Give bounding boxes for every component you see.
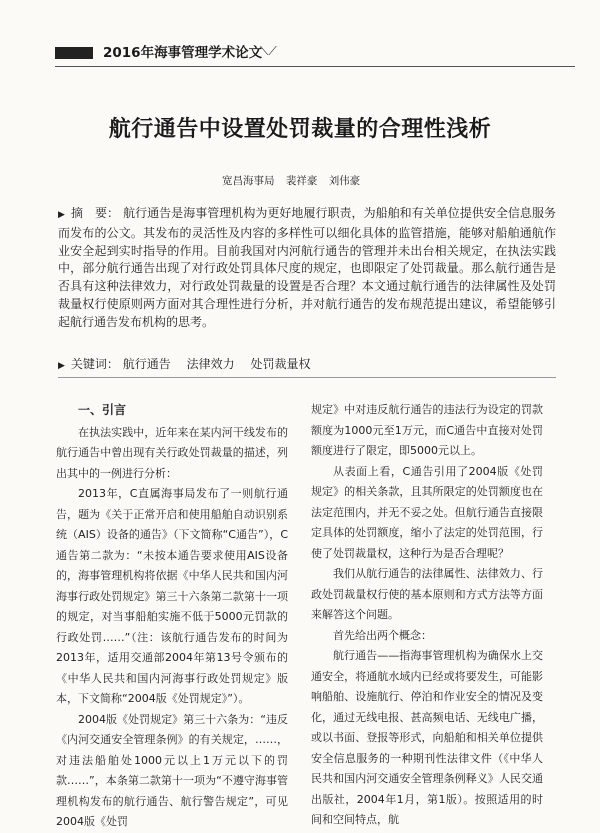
author-name: 刘伟豪 <box>328 175 361 187</box>
paragraph: 2004版《处罚规定》第三十六条为：“违反《内河交通安全管理条例》的有关规定，……，对违法船舶处1000元以上1万元以下的罚款……”，本条第二款第十一项为“不遵守海事管理机构发布的航行通告、航行警告规定”，可见2004版《处罚 <box>56 712 288 828</box>
author-affiliation: 宽昌海事局 <box>222 175 275 187</box>
paragraph: 在执法实践中，近年来在某内河干线发布的航行通告中曾出现有关行政处罚裁量的描述，列出其中的一例进行分析： <box>56 425 288 480</box>
header-rule <box>55 66 575 67</box>
paragraph: 规定》中对违反航行通告的违法行为设定的罚款额度为1000元至1万元，而C通告中直接对处罚额度进行了限定，即5000元以上。 <box>311 403 543 457</box>
abstract-divider <box>58 377 556 378</box>
journal-title: 2016年海事管理学术论文 <box>103 45 263 61</box>
keywords-label: 关键词： <box>70 357 119 371</box>
abstract <box>58 205 556 332</box>
paragraph: 从表面上看，C通告引用了2004版《处罚规定》的相关条款，且其所限定的处罚额度也在法定范围内，并无不妥之处。但航行通告直接限定具体的处罚额度，缩小了法定的处罚范围，行使了处罚裁量权，这种行为是否合理呢？ <box>311 464 543 560</box>
author-line <box>222 173 360 188</box>
running-header <box>55 42 575 64</box>
left-column <box>56 400 288 833</box>
header-bar <box>55 47 93 59</box>
paragraph: 航行通告——指海事管理机构为确保水上交通安全，将通航水域内已经或将要发生，可能影响船舶、设施航行、停泊和作业安全的情况及变化，通过无线电报、甚高频电话、无线电广播，或以书面、登报等形式，向船舶和相关单位提供安全信息服务的一种期刊性法律文件（《中华人民共和国内河交通安全管理条例释义》人民交通出版社，2004年1月，第1版）。按照适用的时间和空间特点，航 <box>311 649 543 826</box>
keyword: 法律效力 <box>186 357 235 371</box>
author-name: 裴祥豪 <box>285 175 318 187</box>
triangle-bullet-icon: ▶ <box>58 361 65 371</box>
abstract-label: 摘 要： <box>70 206 120 220</box>
keyword: 航行通告 <box>122 357 171 371</box>
triangle-bullet-icon: ▶ <box>58 210 65 220</box>
paragraph: 我们从航行通告的法律属性、法律效力、行政处罚裁量权行使的基本原则和方式方法等方面来解答这个问题。 <box>311 567 543 621</box>
abstract-text: 航行通告是海事管理机构为更好地履行职责，为船舶和有关单位提供安全信息服务而发布的公文。其发布的灵活性及内容的多样性可以细化具体的监管措施，能够对船舶通航作业安全起到实时指导的作用。目前我国对内河航行通告的管理并未出台相关规定，在执法实践中，部分航行通告出现了对行政处罚具体尺度的规定，也即限定了处罚裁量。那么航行通告是否具有这种法律效力，对行政处罚裁量的设置是否合理？本文通过航行通告的法律属性及处罚裁量权行使原则两方面对其合理性进行分析，并对航行通告的发布规范提出建议，希望能够引起航行通告发布机构的思考。 <box>58 206 556 329</box>
keyword: 处罚裁量权 <box>250 357 311 371</box>
paragraph: 2013年，C直属海事局发布了一则航行通告，题为《关于正常开启和使用船舶自动识别系统（AIS）设备的通告》（下文简称“C通告”），C通告第二款为：“未按本通告要求使用AIS设备的，海事管理机构将依据《中华人民共和国内河海事行政处罚规定》第三十六条第二款第十一项的规定，对当事船舶实施不低于5000元罚款的行政处罚……”（注：该航行通告发布的时间为2013年，适用交通部2004年第13号令颁布的《中华人民共和国内河海事行政处罚规定》版本，下文简称“2004版《处罚规定》”）。 <box>56 487 288 705</box>
right-column <box>311 400 543 831</box>
section-heading: 一、引言 <box>78 403 127 417</box>
header-mark-icon: ⟍⟋ <box>260 44 277 58</box>
paragraph: 首先给出两个概念： <box>333 628 432 642</box>
keywords <box>58 355 322 372</box>
article-title: 航行通告中设置处罚裁量的合理性浅析 <box>108 117 492 142</box>
